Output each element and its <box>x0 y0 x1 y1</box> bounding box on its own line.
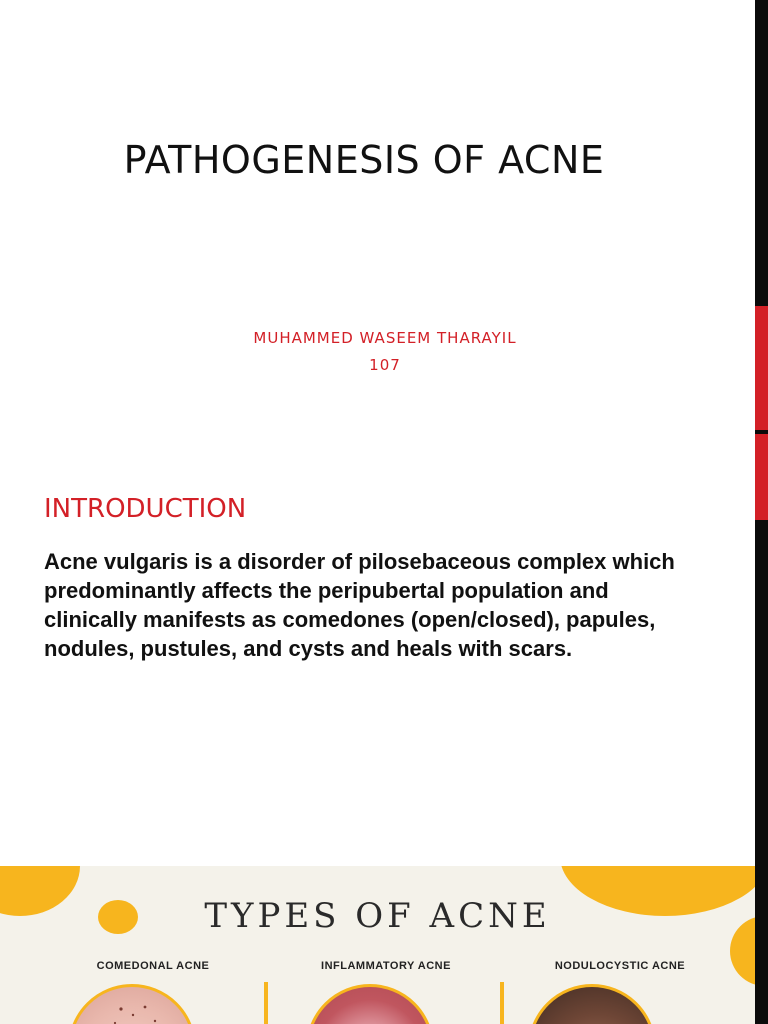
inflammatory-acne-photo <box>306 984 434 1024</box>
types-title: TYPES OF ACNE <box>204 896 551 936</box>
slide-edge-accent-bottom <box>755 434 768 520</box>
introduction-body: Acne vulgaris is a disorder of pilosebaceous complex which predominantly affects the peripubertal population and clinically manifests as comedones (open/closed), papules, nodules, pustules, and cysts and heals with scars. <box>44 549 675 661</box>
types-of-acne-infographic <box>0 866 755 1024</box>
author-name: MUHAMMED WASEEM THARAYIL <box>253 329 517 347</box>
presentation-title: PATHOGENESIS OF ACNE <box>123 138 605 182</box>
author-block <box>0 325 768 379</box>
type-divider-left <box>264 982 268 1024</box>
type-divider-right <box>500 982 504 1024</box>
type-label-inflammatory: INFLAMMATORY ACNE <box>321 960 451 972</box>
comedonal-acne-photo <box>68 984 196 1024</box>
comedone-dots-icon <box>71 987 196 1024</box>
nodulocystic-acne-photo <box>528 984 656 1024</box>
type-label-nodulocystic: NODULOCYSTIC ACNE <box>554 960 686 972</box>
type-label-comedonal: COMEDONAL ACNE <box>96 960 210 972</box>
author-number: 107 <box>369 356 401 374</box>
introduction-heading: INTRODUCTION <box>44 494 247 524</box>
